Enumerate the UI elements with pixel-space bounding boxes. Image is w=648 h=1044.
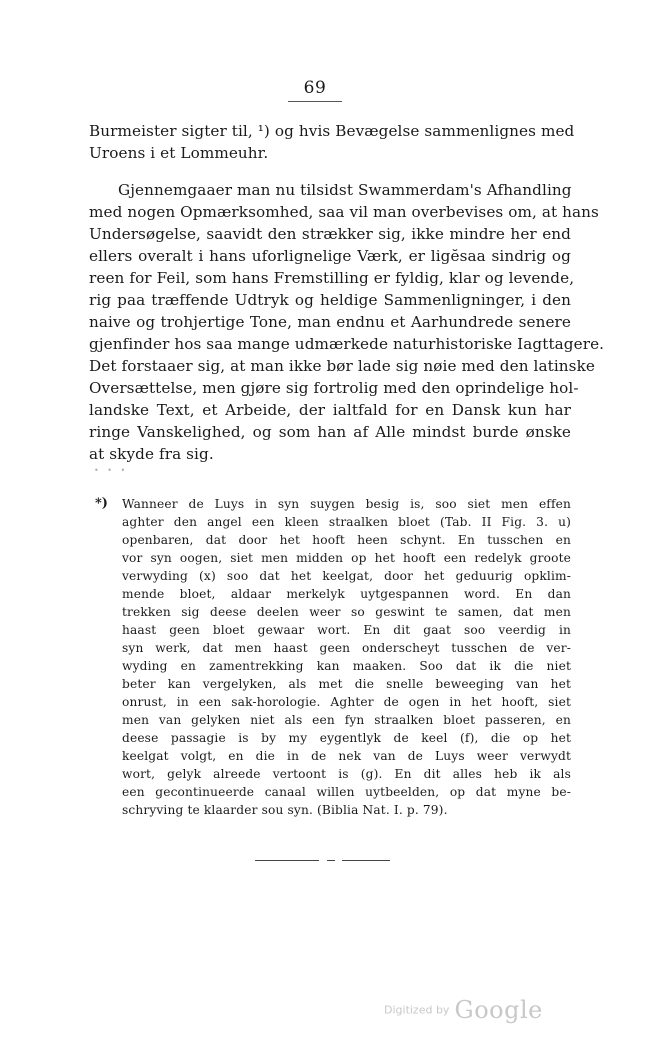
body-line: ringe Vanskelighed, og som han af Alle mindst burde ønske (89, 423, 571, 441)
footnote-line: beter kan vergelyken, als met die snelle beweeging van het (122, 677, 571, 691)
bottom-rule-dash (327, 860, 335, 861)
body-line: naive og trohjertige Tone, man endnu et Aarhundrede senere (89, 313, 571, 331)
page-number-rule (288, 101, 342, 102)
body-line: Det forstaaer sig, at man ikke bør lade sig nøie med den latinske (89, 357, 595, 375)
footnote-line: aghter den angel een kleen straalken bloet (Tab. II Fig. 3. u) (122, 515, 571, 529)
body-line: rig paa træffende Udtryk og heldige Sammenligninger, i den (89, 291, 571, 309)
bottom-rule-right (342, 860, 390, 861)
footnote-marker: *) (95, 496, 108, 511)
footnote-line: haast geen bloet gewaar wort. En dit gaat soo veerdig in (122, 623, 571, 637)
footnote-line: wort, gelyk alreede vertoont is (g). En dit alles heb ik als (122, 767, 571, 781)
footnote-line: deese passagie is by my eygentlyk de keel (f), die op het (122, 731, 571, 745)
footnote-line: een gecontinueerde canaal willen uytbeelden, op dat myne be- (122, 785, 571, 799)
body-line: Burmeister sigter til, ¹) og hvis Bevægelse sammenlignes med (89, 122, 575, 140)
body-line: Gjennemgaaer man nu tilsidst Swammerdam's Afhandling (118, 181, 572, 199)
bottom-rule-left (255, 860, 319, 861)
body-line: Undersøgelse, saavidt den strækker sig, ikke mindre her end (89, 225, 571, 243)
footnote-line: Wanneer de Luys in syn suygen besig is, soo siet men effen (122, 497, 571, 511)
footnote-line: vor syn oogen, siet men midden op het hooft een redelyk groote (122, 551, 571, 565)
footnote-line: keelgat volgt, en die in de nek van de Luys weer verwydt (122, 749, 571, 763)
digitized-prefix: Digitized by (384, 1003, 450, 1017)
footnote-line: openbaren, dat door het hooft heen schynt. En tusschen en (122, 533, 571, 547)
google-logo: Google (454, 996, 543, 1024)
digitized-watermark (384, 996, 543, 1024)
footnote-line: trekken sig deese deelen weer so geswint te samen, dat men (122, 605, 571, 619)
body-line: reen for Feil, som hans Fremstilling er fyldig, klar og levende, (89, 269, 575, 287)
footnote-line: schryving te klaarder sou syn. (Biblia Nat. I. p. 79). (122, 803, 448, 817)
body-line: Oversættelse, men gjøre sig fortrolig med den oprindelige hol- (89, 379, 579, 397)
footnote-line: syn werk, dat men haast geen onderscheyt tusschen de ver- (122, 641, 571, 655)
footnote-line: verwyding (x) soo dat het keelgat, door het geduurig opklim- (122, 569, 571, 583)
body-line: ellers overalt i hans uforlignelige Værk, er ligĕsaa sindrig og (89, 247, 571, 265)
footnote-line: mende bloet, aldaar merkelyk uytgespannen word. En dan (122, 587, 571, 601)
footnote-line: men van gelyken niet als een fyn straalken bloet passeren, en (122, 713, 571, 727)
stray-dots: • • • (94, 466, 129, 475)
footnote-line: onrust, in een sak-horologie. Aghter de ogen in het hooft, siet (122, 695, 571, 709)
footnote-line: wyding en zamentrekking kan maaken. Soo dat ik die niet (122, 659, 571, 673)
page-number: 69 (303, 78, 327, 98)
body-line: med nogen Opmærksomhed, saa vil man overbevises om, at hans (89, 203, 599, 221)
body-line: at skyde fra sig. (89, 445, 214, 463)
body-line: gjenfinder hos saa mange udmærkede naturhistoriske Iagttagere. (89, 335, 605, 353)
body-line: Uroens i et Lommeuhr. (89, 144, 269, 162)
body-line: landske Text, et Arbeide, der ialtfald for en Dansk kun har (89, 401, 571, 419)
